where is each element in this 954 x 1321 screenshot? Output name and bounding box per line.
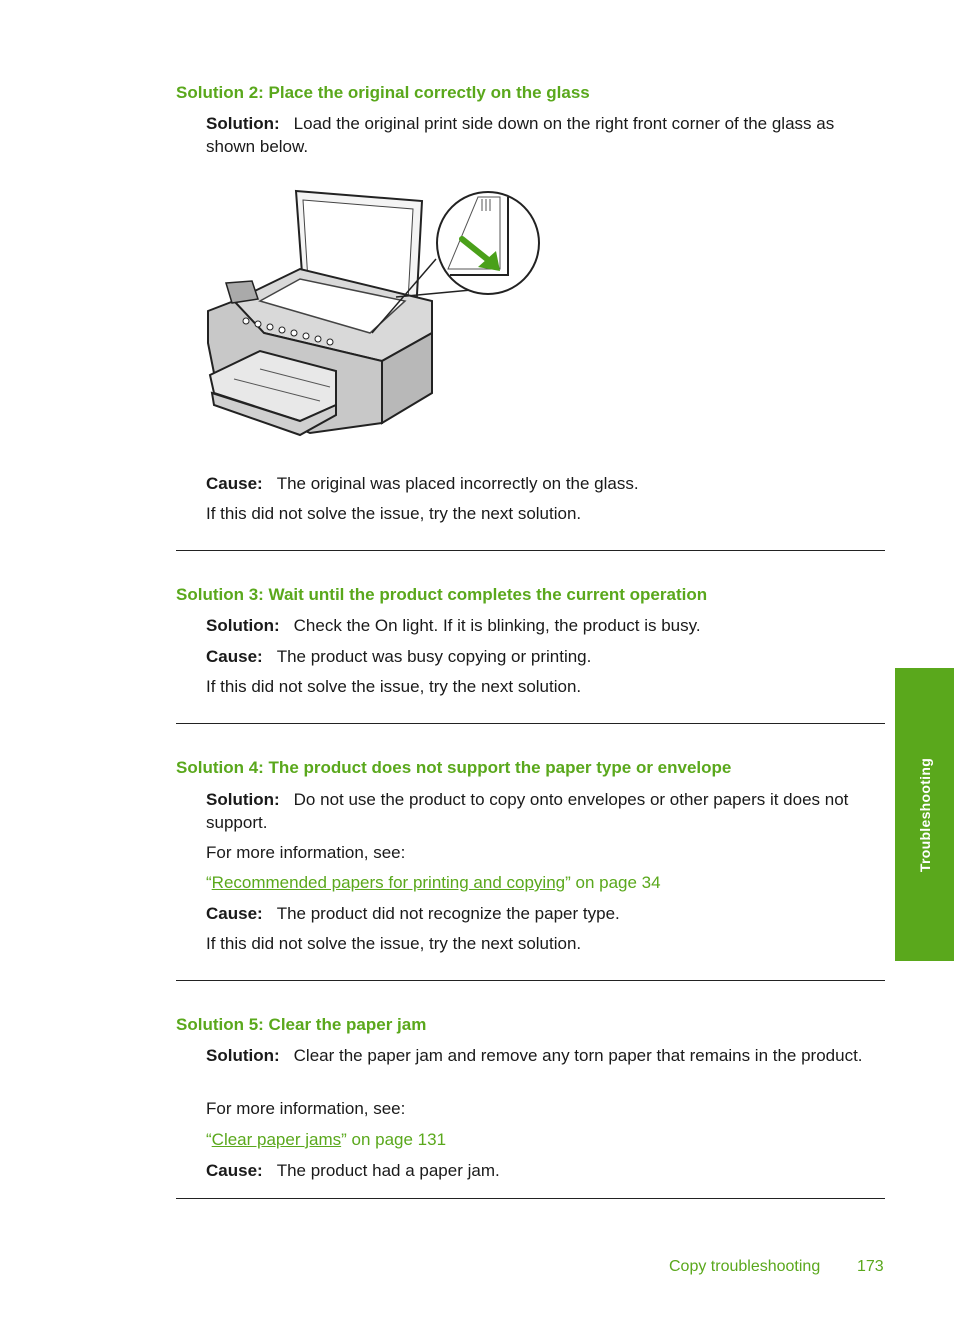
- solution-body: Check the On light. If it is blinking, the product is busy.: [293, 616, 701, 635]
- solution-label: Solution:: [206, 790, 280, 809]
- cause-label: Cause:: [206, 904, 263, 923]
- chapter-side-tab: [895, 668, 954, 961]
- solution-2-text: [206, 112, 886, 158]
- recommended-papers-link[interactable]: Recommended papers for printing and copying: [211, 873, 566, 892]
- solution-4-heading: Solution 4: The product does not support the paper type or envelope: [176, 758, 732, 777]
- solution-5-more-info: For more information, see:: [206, 1099, 406, 1118]
- solution-body: Clear the paper jam and remove any torn paper that remains in the product.: [293, 1046, 863, 1065]
- solution-4-cause: [206, 902, 886, 925]
- cause-body: The original was placed incorrectly on the glass.: [276, 474, 639, 493]
- section-divider: [176, 1198, 885, 1199]
- cause-label: Cause:: [206, 647, 263, 666]
- solution-3-text: [206, 614, 886, 637]
- printer-scanner-glass-illustration: [200, 183, 545, 443]
- solution-4-text: [206, 788, 886, 834]
- solution-5-link-paragraph: [206, 1128, 886, 1151]
- solution-2-cause: [206, 472, 886, 495]
- solution-label: Solution:: [206, 114, 280, 133]
- section-divider: [176, 550, 885, 551]
- link-open-quote: “: [206, 1130, 212, 1149]
- solution-2-heading: Solution 2: Place the original correctly on the glass: [176, 83, 590, 102]
- solution-3-cause: [206, 645, 886, 668]
- section-divider: [176, 980, 885, 981]
- solution-body: Do not use the product to copy onto envelopes or other papers it does not support.: [206, 790, 849, 832]
- link-page-ref: ” on page 131: [341, 1130, 447, 1149]
- cause-body: The product was busy copying or printing.: [276, 647, 592, 666]
- solution-5-cause: [206, 1159, 886, 1182]
- cause-label: Cause:: [206, 474, 263, 493]
- solution-4-next: If this did not solve the issue, try the next solution.: [206, 934, 582, 953]
- solution-2-next: If this did not solve the issue, try the next solution.: [206, 504, 582, 523]
- solution-body: Load the original print side down on the right front corner of the glass as shown below.: [206, 114, 835, 156]
- printer-illustration-svg: [200, 183, 545, 443]
- solution-5-heading: Solution 5: Clear the paper jam: [176, 1015, 427, 1034]
- cause-body: The product had a paper jam.: [276, 1161, 500, 1180]
- clear-paper-jams-link[interactable]: Clear paper jams: [211, 1130, 342, 1149]
- cause-body: The product did not recognize the paper type.: [276, 904, 620, 923]
- solution-3-next: If this did not solve the issue, try the next solution.: [206, 677, 582, 696]
- solution-5-text: [206, 1044, 886, 1067]
- chapter-side-tab-label: Troubleshooting: [916, 757, 933, 872]
- solution-4-more-info: For more information, see:: [206, 843, 406, 862]
- solution-3-heading: Solution 3: Wait until the product completes the current operation: [176, 585, 708, 604]
- footer-section-title: Copy troubleshooting: [669, 1258, 821, 1275]
- section-divider: [176, 723, 885, 724]
- solution-4-link-paragraph: [206, 871, 886, 894]
- link-page-ref: ” on page 34: [565, 873, 661, 892]
- solution-label: Solution:: [206, 1046, 280, 1065]
- solution-label: Solution:: [206, 616, 280, 635]
- footer-page-number: 173: [857, 1258, 884, 1275]
- link-open-quote: “: [206, 873, 212, 892]
- cause-label: Cause:: [206, 1161, 263, 1180]
